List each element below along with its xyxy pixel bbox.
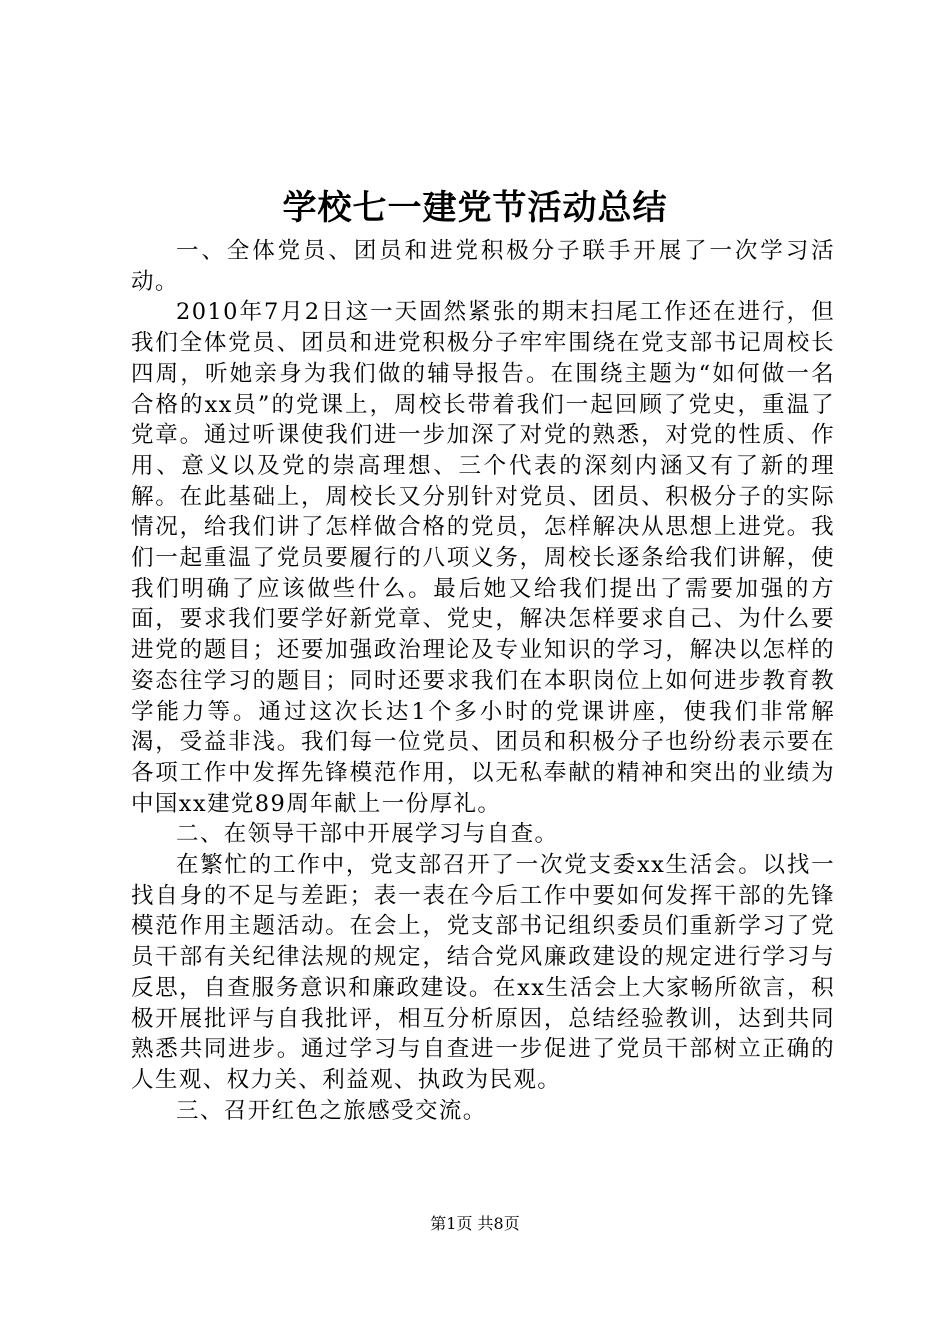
paragraph-4: 在繁忙的工作中，党支部召开了一次党支委xx生活会。以找一找自身的不足与差距；表一表在今后工作中要如何发挥干部的先锋模范作用主题活动。在会上，党支部书记组织委员们重新学习了党员干部有关纪律法规的规定，结合党风廉政建设的规定进行学习与反思，自查服务意识和廉政建设。在xx生活会上大家畅所欲言，积极开展批评与自我批评，相互分析原因，总结经验教训，达到共同熟悉共同进步。通过学习与自查进一步促进了党员干部树立正确的人生观、权力关、利益观、执政为民观。: [131, 852, 835, 1093]
paragraph-1: 一、全体党员、团员和进党积极分子联手开展了一次学习活动。: [131, 238, 835, 295]
paragraph-3: 二、在领导干部中开展学习与自查。: [176, 821, 559, 848]
paragraph-5: 三、召开红色之旅感受交流。: [176, 1097, 487, 1124]
paragraph-2: 2010年7月2日这一天固然紧张的期末扫尾工作还在进行，但我们全体党员、团员和进党积极分子牢牢围绕在党支部书记周校长四周，听她亲身为我们做的辅导报告。在围绕主题为“如何做一名合格的xx员”的党课上，周校长带着我们一起回顾了党史，重温了党章。通过听课使我们进一步加深了对党的熟悉，对党的性质、作用、意义以及党的崇高理想、三个代表的深刻内涵又有了新的理解。在此基础上，周校长又分别针对党员、团员、积极分子的实际情况，给我们讲了怎样做合格的党员，怎样解决从思想上进党。我们一起重温了党员要履行的八项义务，周校长逐条给我们讲解，使我们明确了应该做些什么。最后她又给我们提出了需要加强的方面，要求我们要学好新党章、党史，解决怎样要求自己、为什么要进党的题目；还要加强政治理论及专业知识的学习，解决以怎样的姿态往学习的题目；同时还要求我们在本职岗位上如何进步教育教学能力等。通过这次长达1个多小时的党课讲座，使我们非常解渴，受益非浅。我们每一位党员、团员和积极分子也纷纷表示要在各项工作中发挥先锋模范作用，以无私奉献的精神和突出的业绩为中国xx建党89周年献上一份厚礼。: [131, 299, 835, 817]
document-body: [131, 236, 835, 1126]
document-title: 学校七一建党节活动总结: [282, 188, 668, 228]
page-number-footer: 第1页 共8页: [430, 1214, 520, 1233]
